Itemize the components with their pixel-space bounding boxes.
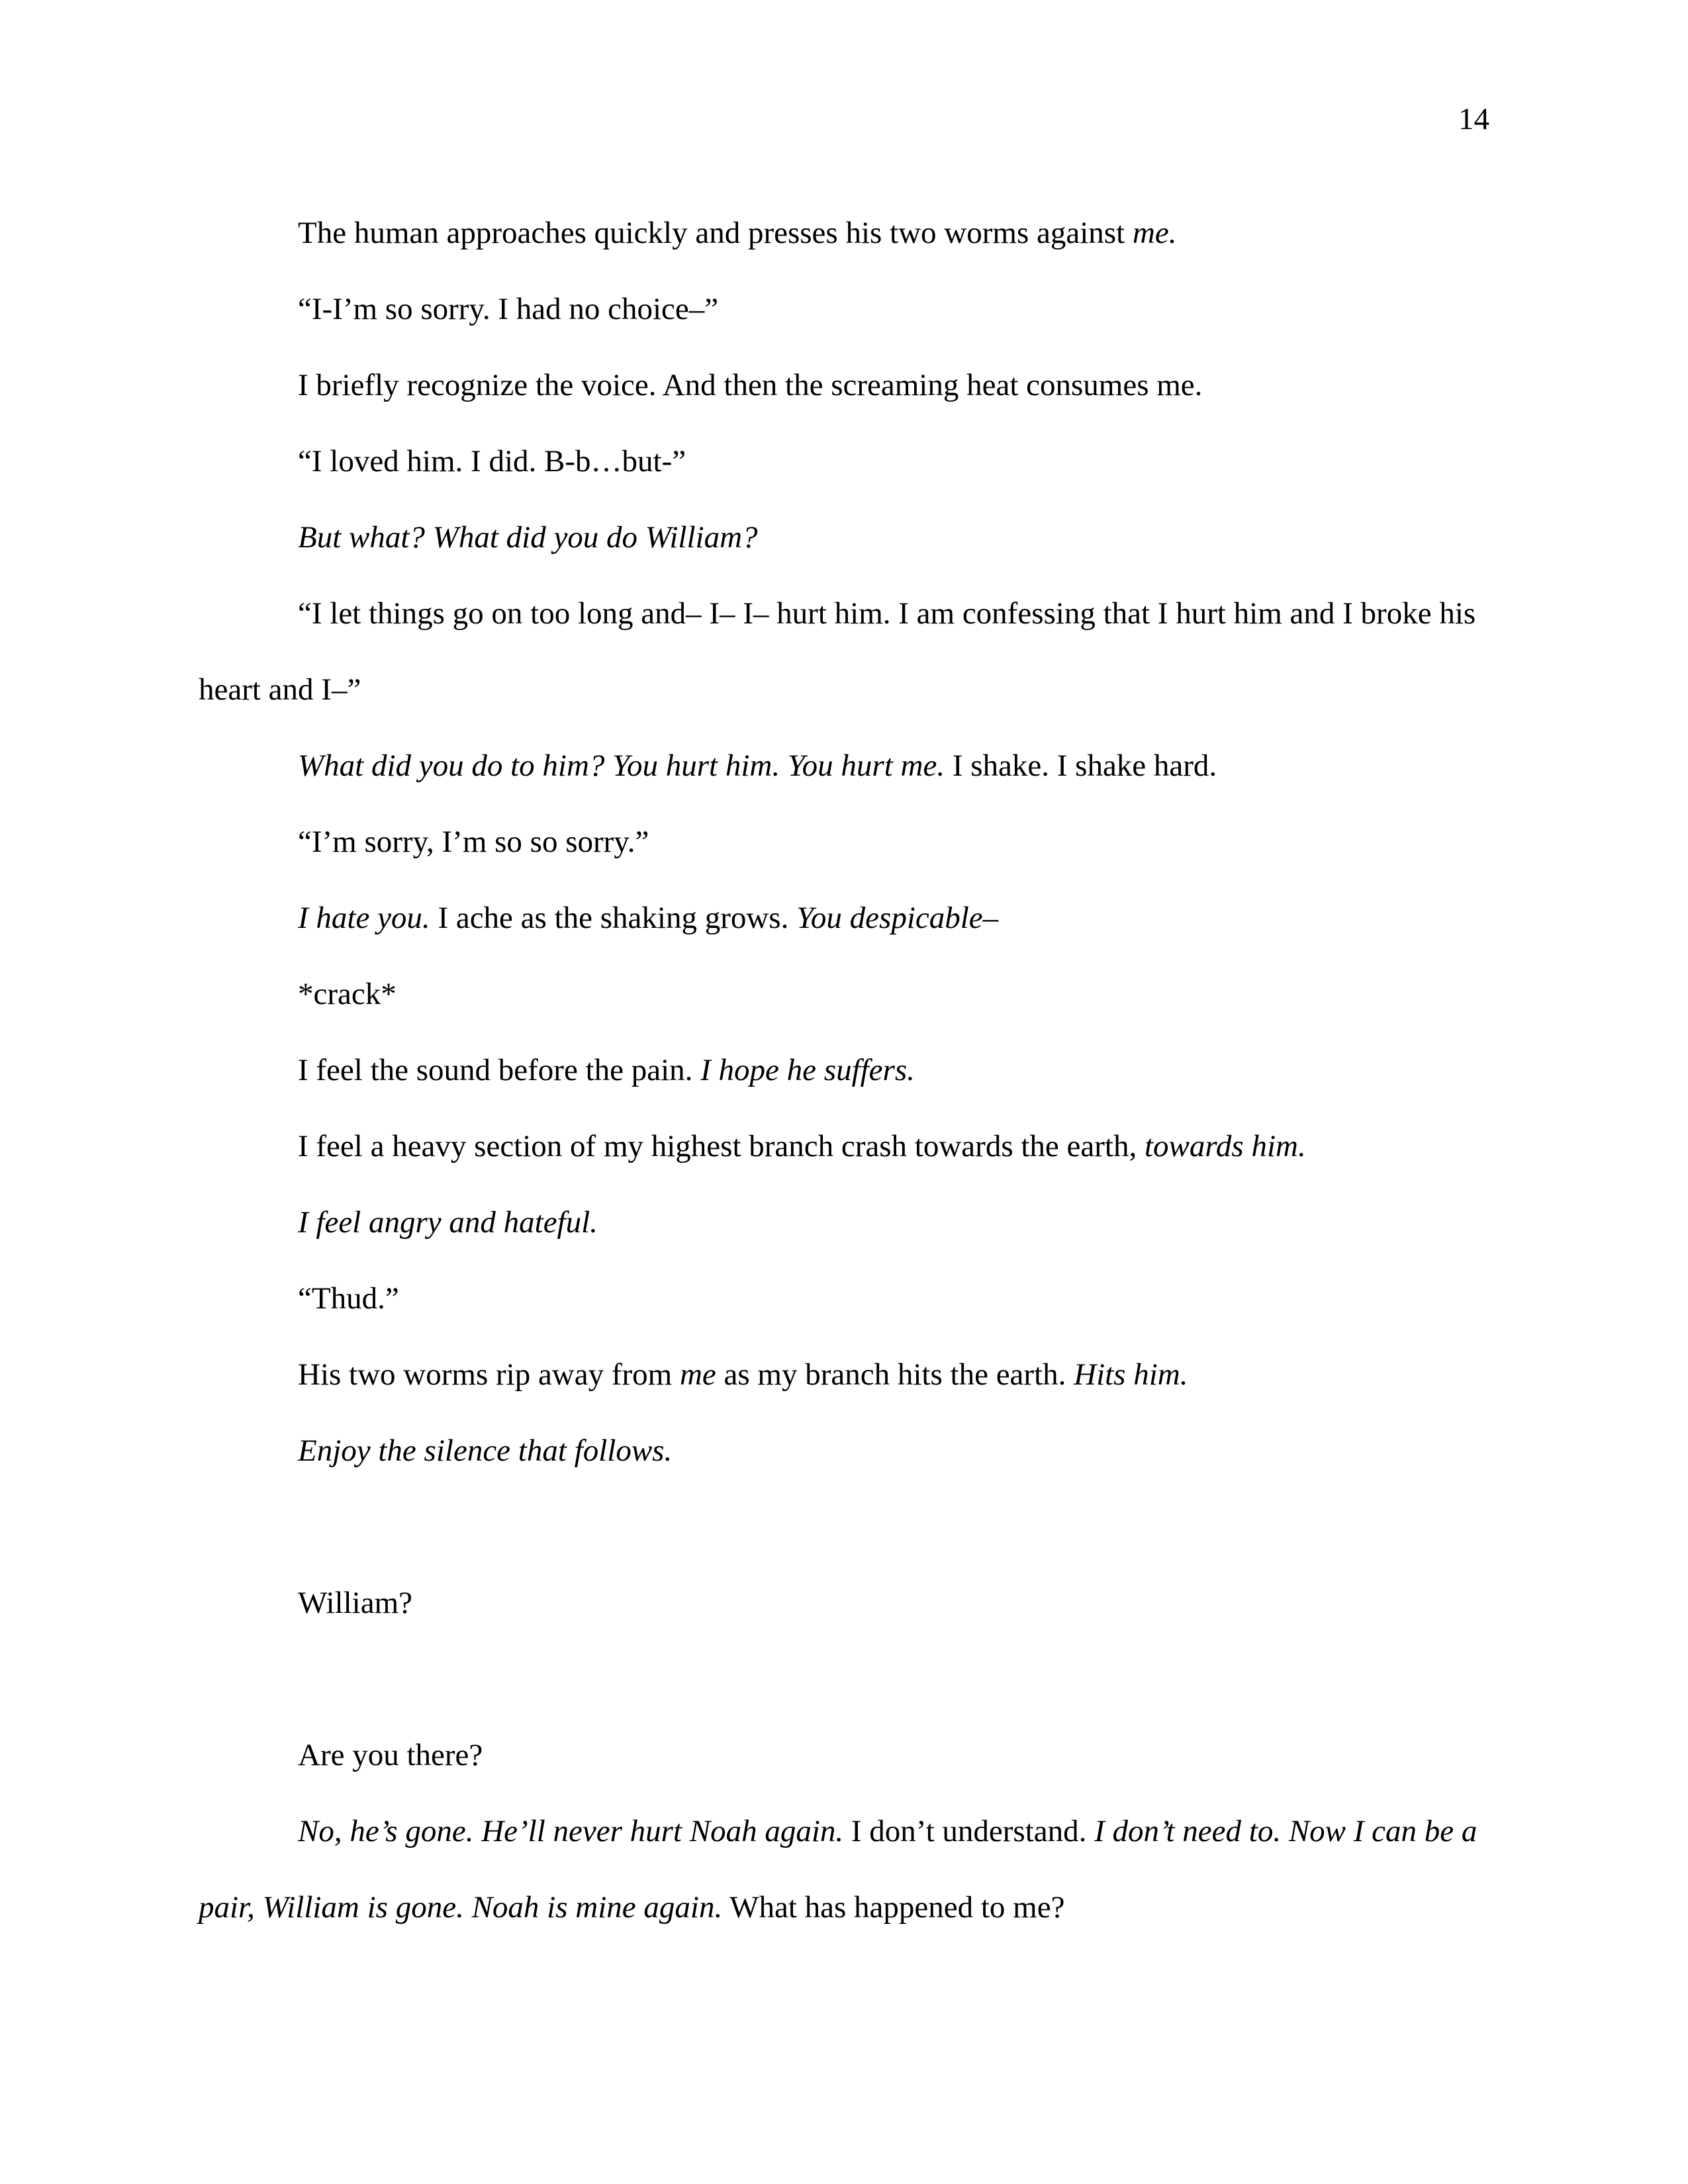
paragraph [199,424,1489,500]
paragraph [199,1185,1489,1261]
italic-text: I hate you. [298,901,430,935]
text-run: “I let things go on too long and– I– I– hurt him. I am confessing that I hurt him and I broke his heart and I–” [199,596,1476,707]
text-run: “Thud.” [298,1281,399,1316]
paragraph [199,347,1489,424]
italic-text: me [679,1357,716,1392]
document-body [199,195,1489,1946]
paragraph [199,1794,1489,1946]
italic-text: me. [1132,216,1177,250]
italic-text: I feel angry and hateful. [298,1205,598,1240]
italic-text: I hope he suffers. [700,1053,915,1087]
paragraph [199,956,1489,1032]
italic-text: What did you do to him? You hurt him. You hurt me. [298,749,945,783]
italic-text: Enjoy the silence that follows. [298,1433,673,1468]
text-run: I ache as the shaking grows. [430,901,797,935]
italic-text: Hits him. [1074,1357,1188,1392]
text-run: What has happened to me? [722,1890,1065,1925]
italic-text: But what? What did you do William? [298,520,758,555]
paragraph [199,804,1489,880]
italic-text: No, he’s gone. He’ll never hurt Noah again. [298,1814,844,1848]
paragraph [199,880,1489,956]
blank-line [199,1489,1489,1565]
text-run: *crack* [298,977,397,1011]
paragraph [199,195,1489,271]
text-run: William? [298,1586,412,1620]
text-run: as my branch hits the earth. [716,1357,1074,1392]
paragraph [199,1032,1489,1109]
text-run: I feel a heavy section of my highest branch crash towards the earth, [298,1129,1145,1163]
paragraph [199,1337,1489,1413]
paragraph [199,576,1489,728]
paragraph [199,728,1489,804]
text-run: I don’t understand. [843,1814,1095,1848]
italic-text: I don’t need to. Now I can be a pair, William is gone. Noah is mine again. [199,1814,1477,1925]
paragraph [199,500,1489,576]
text-run: I feel the sound before the pain. [298,1053,701,1087]
text-run: I briefly recognize the voice. And then the screaming heat consumes me. [298,368,1203,402]
paragraph [199,1109,1489,1185]
paragraph [199,271,1489,347]
paragraph [199,1413,1489,1489]
italic-text: You despicable– [796,901,999,935]
text-run: I shake. I shake hard. [945,749,1217,783]
paragraph [199,1261,1489,1337]
text-run: “I-I’m so sorry. I had no choice–” [298,292,719,326]
text-run: Are you there? [298,1738,483,1772]
blank-line [199,1641,1489,1717]
italic-text: towards him. [1144,1129,1306,1163]
text-run: The human approaches quickly and presses his two worms against [298,216,1133,250]
paragraph [199,1717,1489,1794]
text-run: “I’m sorry, I’m so so sorry.” [298,825,649,859]
page-number: 14 [1458,102,1489,136]
text-run: “I loved him. I did. B-b…but-” [298,444,686,478]
text-run: His two worms rip away from [298,1357,680,1392]
paragraph [199,1565,1489,1641]
